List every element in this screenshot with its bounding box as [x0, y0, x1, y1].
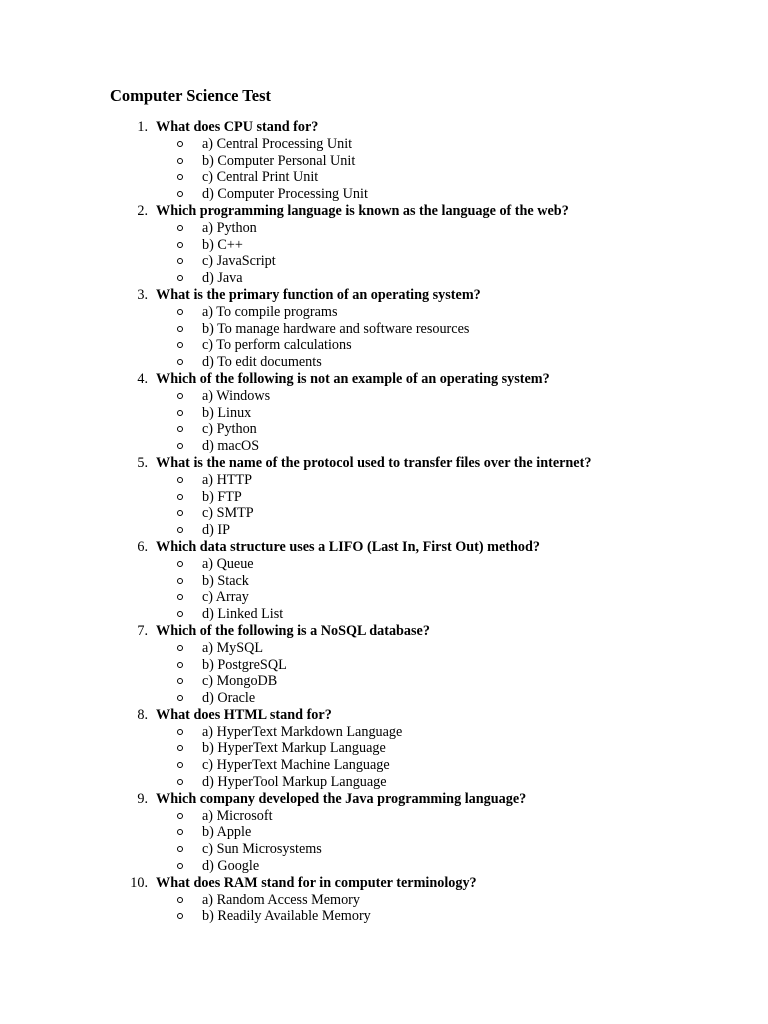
answer-option-text: b) Linux: [202, 404, 252, 421]
question-item: [0, 791, 768, 875]
answer-option-text: d) Java: [202, 270, 243, 287]
answer-option: [0, 136, 768, 153]
hollow-circle-bullet-icon: [177, 443, 183, 449]
answer-option-text: b) C++: [202, 236, 243, 253]
answer-option: [0, 270, 768, 287]
option-list: [0, 640, 768, 707]
hollow-circle-bullet-icon: [177, 779, 183, 785]
hollow-circle-bullet-icon: [177, 527, 183, 533]
answer-option-text: a) To compile programs: [202, 303, 338, 320]
answer-option: [0, 438, 768, 455]
hollow-circle-bullet-icon: [177, 863, 183, 869]
answer-option: [0, 505, 768, 522]
answer-option: [0, 405, 768, 422]
question-number: 3.: [137, 286, 148, 303]
question-text: What does CPU stand for?: [156, 119, 319, 135]
answer-option-text: d) macOS: [202, 438, 260, 455]
question-text: Which of the following is a NoSQL database?: [156, 622, 430, 639]
answer-option: [0, 337, 768, 354]
hollow-circle-bullet-icon: [177, 897, 183, 903]
answer-option: [0, 472, 768, 489]
answer-option-text: c) SMTP: [202, 505, 254, 522]
answer-option-text: a) HTTP: [202, 471, 253, 488]
hollow-circle-bullet-icon: [177, 158, 183, 164]
question-text: What is the name of the protocol used to transfer files over the internet?: [156, 454, 592, 471]
question-line: [0, 455, 768, 472]
answer-option-text: c) JavaScript: [202, 253, 276, 270]
answer-option: [0, 421, 768, 438]
answer-option-text: a) MySQL: [202, 639, 264, 656]
answer-option: [0, 740, 768, 757]
question-item: [0, 119, 768, 203]
option-list: [0, 724, 768, 791]
answer-option: [0, 354, 768, 371]
hollow-circle-bullet-icon: [177, 477, 183, 483]
answer-option: [0, 304, 768, 321]
hollow-circle-bullet-icon: [177, 225, 183, 231]
document-title: Computer Science Test: [110, 86, 272, 105]
answer-option: [0, 690, 768, 707]
answer-option-text: b) Readily Available Memory: [202, 908, 371, 925]
question-item: [0, 203, 768, 287]
question-text: Which data structure uses a LIFO (Last In, First Out) method?: [156, 538, 540, 555]
hollow-circle-bullet-icon: [177, 678, 183, 684]
question-line: [0, 623, 768, 640]
answer-option: [0, 388, 768, 405]
answer-option-text: a) Central Processing Unit: [202, 135, 353, 152]
hollow-circle-bullet-icon: [177, 275, 183, 281]
answer-option: [0, 573, 768, 590]
answer-option-text: b) PostgreSQL: [202, 656, 287, 673]
option-list: [0, 388, 768, 455]
question-number: 1.: [137, 119, 148, 135]
question-line: [0, 371, 768, 388]
hollow-circle-bullet-icon: [177, 813, 183, 819]
hollow-circle-bullet-icon: [177, 510, 183, 516]
answer-option: [0, 757, 768, 774]
hollow-circle-bullet-icon: [177, 141, 183, 147]
answer-option: [0, 892, 768, 909]
answer-option-text: b) FTP: [202, 488, 242, 505]
hollow-circle-bullet-icon: [177, 342, 183, 348]
answer-option-text: c) Python: [202, 421, 257, 438]
answer-option-text: a) Random Access Memory: [202, 891, 360, 908]
answer-option: [0, 908, 768, 925]
answer-option: [0, 589, 768, 606]
question-list: [0, 119, 768, 925]
hollow-circle-bullet-icon: [177, 309, 183, 315]
answer-option-text: c) MongoDB: [202, 673, 278, 690]
hollow-circle-bullet-icon: [177, 913, 183, 919]
hollow-circle-bullet-icon: [177, 426, 183, 432]
question-text: Which of the following is not an example of an operating system?: [156, 370, 550, 387]
hollow-circle-bullet-icon: [177, 662, 183, 668]
question-item: [0, 371, 768, 455]
question-item: [0, 875, 768, 925]
hollow-circle-bullet-icon: [177, 494, 183, 500]
answer-option-text: b) HyperText Markup Language: [202, 740, 386, 757]
hollow-circle-bullet-icon: [177, 611, 183, 617]
hollow-circle-bullet-icon: [177, 729, 183, 735]
answer-option-text: d) Linked List: [202, 606, 284, 623]
question-number: 10.: [130, 874, 148, 891]
answer-option-text: c) HyperText Machine Language: [202, 757, 390, 774]
answer-option-text: a) HyperText Markdown Language: [202, 723, 403, 740]
answer-option-text: a) Windows: [202, 387, 271, 404]
question-text: Which company developed the Java programming language?: [156, 790, 527, 807]
answer-option-text: a) Python: [202, 219, 257, 236]
hollow-circle-bullet-icon: [177, 695, 183, 701]
option-list: [0, 304, 768, 371]
question-line: [0, 791, 768, 808]
answer-option-text: d) HyperTool Markup Language: [202, 774, 387, 791]
answer-option: [0, 186, 768, 203]
hollow-circle-bullet-icon: [177, 829, 183, 835]
question-line: [0, 875, 768, 892]
hollow-circle-bullet-icon: [177, 410, 183, 416]
answer-option-text: d) IP: [202, 522, 230, 539]
answer-option-text: b) Apple: [202, 824, 252, 841]
hollow-circle-bullet-icon: [177, 578, 183, 584]
hollow-circle-bullet-icon: [177, 242, 183, 248]
answer-option-text: a) Microsoft: [202, 807, 273, 824]
answer-option: [0, 657, 768, 674]
question-number: 8.: [137, 706, 148, 723]
question-item: [0, 287, 768, 371]
answer-option: [0, 673, 768, 690]
answer-option: [0, 489, 768, 506]
hollow-circle-bullet-icon: [177, 762, 183, 768]
answer-option-text: c) To perform calculations: [202, 337, 352, 354]
answer-option: [0, 522, 768, 539]
question-text: What does HTML stand for?: [156, 706, 332, 723]
question-text: What is the primary function of an operating system?: [156, 286, 481, 303]
option-list: [0, 556, 768, 623]
option-list: [0, 220, 768, 287]
question-line: [0, 287, 768, 304]
hollow-circle-bullet-icon: [177, 326, 183, 332]
option-list: [0, 808, 768, 875]
answer-option: [0, 253, 768, 270]
answer-option-text: a) Queue: [202, 555, 254, 572]
answer-option: [0, 153, 768, 170]
hollow-circle-bullet-icon: [177, 191, 183, 197]
answer-option-text: b) Computer Personal Unit: [202, 152, 356, 169]
question-number: 4.: [137, 370, 148, 387]
answer-option: [0, 841, 768, 858]
option-list: [0, 136, 768, 203]
answer-option-text: b) Stack: [202, 572, 249, 589]
answer-option-text: c) Sun Microsystems: [202, 841, 322, 858]
hollow-circle-bullet-icon: [177, 645, 183, 651]
answer-option: [0, 640, 768, 657]
answer-option: [0, 169, 768, 186]
question-number: 5.: [137, 454, 148, 471]
answer-option-text: d) Google: [202, 858, 260, 875]
question-line: [0, 539, 768, 556]
hollow-circle-bullet-icon: [177, 594, 183, 600]
question-item: [0, 623, 768, 707]
question-line: [0, 119, 768, 136]
question-item: [0, 455, 768, 539]
option-list: [0, 472, 768, 539]
hollow-circle-bullet-icon: [177, 846, 183, 852]
answer-option: [0, 858, 768, 875]
hollow-circle-bullet-icon: [177, 258, 183, 264]
question-item: [0, 539, 768, 623]
question-text: Which programming language is known as the language of the web?: [156, 202, 569, 219]
answer-option-text: c) Array: [202, 589, 249, 606]
answer-option: [0, 774, 768, 791]
question-number: 6.: [137, 538, 148, 555]
option-list: [0, 892, 768, 926]
answer-option: [0, 724, 768, 741]
answer-option-text: b) To manage hardware and software resources: [202, 320, 470, 337]
hollow-circle-bullet-icon: [177, 745, 183, 751]
answer-option: [0, 606, 768, 623]
hollow-circle-bullet-icon: [177, 359, 183, 365]
answer-option-text: d) Oracle: [202, 690, 256, 707]
question-line: [0, 203, 768, 220]
answer-option: [0, 220, 768, 237]
hollow-circle-bullet-icon: [177, 174, 183, 180]
answer-option-text: d) Computer Processing Unit: [202, 186, 368, 203]
hollow-circle-bullet-icon: [177, 561, 183, 567]
hollow-circle-bullet-icon: [177, 393, 183, 399]
answer-option-text: d) To edit documents: [202, 354, 322, 371]
question-line: [0, 707, 768, 724]
question-text: What does RAM stand for in computer terminology?: [156, 874, 477, 891]
question-number: 9.: [137, 790, 148, 807]
question-number: 2.: [137, 202, 148, 219]
answer-option: [0, 237, 768, 254]
answer-option-text: c) Central Print Unit: [202, 169, 319, 186]
question-number: 7.: [137, 622, 148, 639]
answer-option: [0, 556, 768, 573]
answer-option: [0, 808, 768, 825]
answer-option: [0, 824, 768, 841]
question-item: [0, 707, 768, 791]
answer-option: [0, 321, 768, 338]
